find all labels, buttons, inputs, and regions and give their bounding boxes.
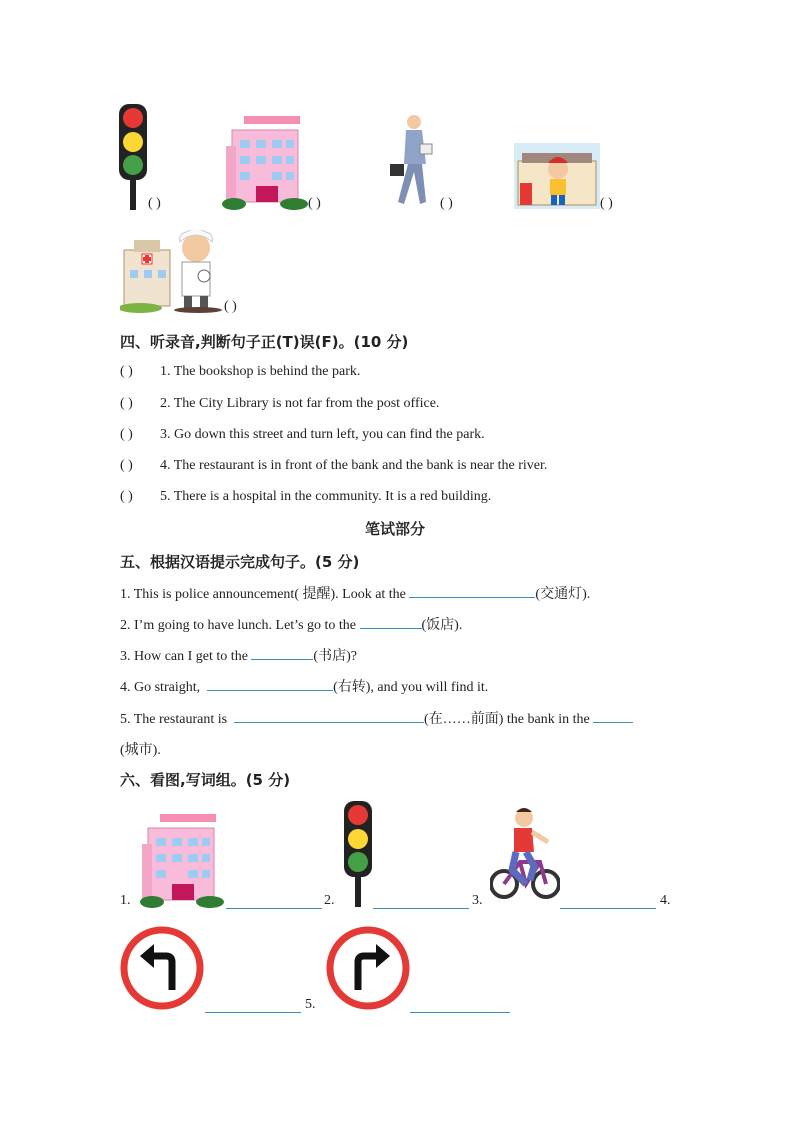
- blank-traffic-light[interactable]: [409, 583, 535, 598]
- blank-turn-right[interactable]: [207, 676, 333, 691]
- fill-sentence-1: 1. This is police announcement( 提醒). Look at the (交通灯).: [120, 583, 590, 603]
- fill-sentence-3: 3. How can I get to the (书店)?: [120, 645, 357, 665]
- blank-in-front-of[interactable]: [234, 708, 424, 723]
- tf-sentence-5: 5. There is a hospital in the community. It is a red building.: [160, 489, 492, 504]
- tf-sentence-1: 1. The bookshop is behind the park.: [160, 364, 361, 379]
- man-riding-bike-icon: [490, 806, 560, 904]
- tf-sentence-4: 4. The restaurant is in front of the bank and the bank is near the river.: [160, 458, 548, 473]
- phrase-number-3: 3.: [472, 893, 483, 908]
- written-part-title: 笔试部分: [365, 520, 426, 538]
- phrase-blank-2[interactable]: [373, 894, 469, 909]
- phrase-blank-1[interactable]: [226, 894, 322, 909]
- turn-left-sign-icon: [120, 926, 204, 1010]
- tf-sentence-3: 3. Go down this street and turn left, you can find the park.: [160, 427, 485, 442]
- tf-sentence-2: 2. The City Library is not far from the post office.: [160, 396, 440, 411]
- phrase-number-2: 2.: [324, 893, 335, 908]
- tf-paren-3: ( ): [120, 427, 133, 442]
- answer-paren-5: ( ): [224, 299, 237, 314]
- tf-paren-2: ( ): [120, 396, 133, 411]
- phrase-blank-3[interactable]: [560, 894, 656, 909]
- blank-city[interactable]: [593, 708, 633, 723]
- businessman-walking-icon: [384, 112, 440, 210]
- blank-bookshop[interactable]: [251, 645, 313, 660]
- phrase-number-5: 5.: [305, 997, 316, 1012]
- fill-sentence-5-cont: (城市).: [120, 743, 161, 758]
- doctor-hospital-icon: [120, 230, 224, 314]
- fill-sentence-4: 4. Go straight, (右转), and you will find it.: [120, 676, 488, 696]
- tf-paren-4: ( ): [120, 458, 133, 473]
- fill-sentence-2: 2. I’m going to have lunch. Let’s go to the (饭店).: [120, 614, 462, 634]
- phrase-blank-5[interactable]: [410, 998, 510, 1013]
- traffic-light-icon: [118, 104, 150, 210]
- tf-paren-5: ( ): [120, 489, 133, 504]
- fill-sentence-5: 5. The restaurant is (在……前面) the bank in the: [120, 708, 633, 728]
- section6-heading: 六、看图,写词组。(5 分): [120, 771, 291, 789]
- phrase-blank-4[interactable]: [205, 998, 301, 1013]
- section5-heading: 五、根据汉语提示完成句子。(5 分): [120, 553, 360, 571]
- section4-heading: 四、听录音,判断句子正(T)误(F)。(10 分): [120, 333, 409, 351]
- answer-paren-2: ( ): [308, 196, 321, 211]
- answer-paren-1: ( ): [148, 196, 161, 211]
- answer-paren-3: ( ): [440, 196, 453, 211]
- phrase-number-1: 1.: [120, 893, 131, 908]
- traffic-light-icon: [343, 801, 375, 907]
- hotel-building-icon: [138, 814, 226, 908]
- hotel-building-icon: [222, 116, 308, 210]
- tf-paren-1: ( ): [120, 364, 133, 379]
- boy-at-post-office-icon: [514, 143, 600, 209]
- turn-right-sign-icon: [326, 926, 410, 1010]
- blank-restaurant[interactable]: [360, 614, 422, 629]
- answer-paren-4: ( ): [600, 196, 613, 211]
- phrase-number-4: 4.: [660, 893, 671, 908]
